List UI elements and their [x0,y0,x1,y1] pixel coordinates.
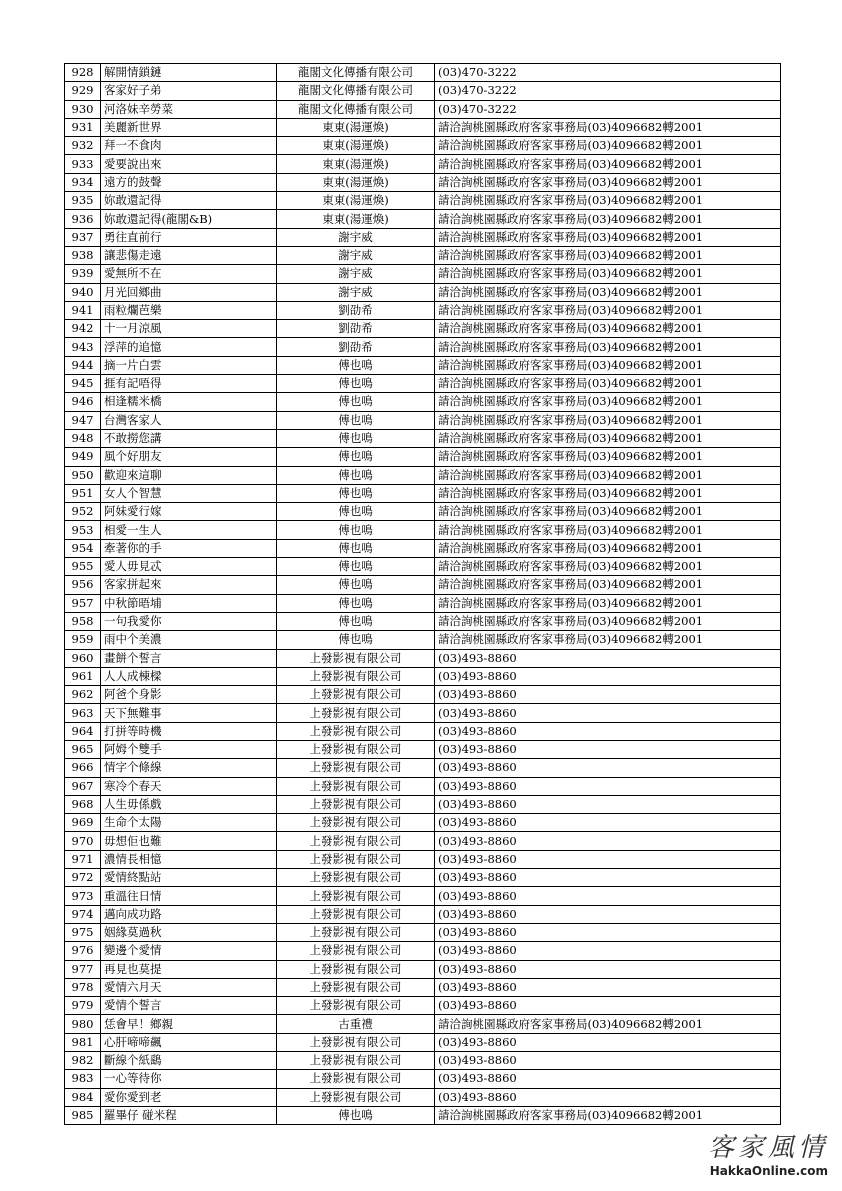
publisher-name: 傅也鳴 [277,429,435,447]
publisher-name: 上發影視有限公司 [277,795,435,813]
contact-info: (03)493-8860 [435,795,781,813]
song-title: 浮萍的追憶 [101,338,277,356]
publisher-name: 上發影視有限公司 [277,832,435,850]
row-number: 952 [65,503,101,521]
table-row [65,686,781,704]
contact-info: 請洽詢桃園縣政府客家事務局(03)4096682轉2001 [435,631,781,649]
contact-info: 請洽詢桃園縣政府客家事務局(03)4096682轉2001 [435,320,781,338]
song-title: 牽著你的手 [101,539,277,557]
publisher-name: 傅也鳴 [277,503,435,521]
row-number: 941 [65,301,101,319]
contact-info: 請洽詢桃園縣政府客家事務局(03)4096682轉2001 [435,594,781,612]
song-title: 愛要說出來 [101,155,277,173]
publisher-name: 上發影視有限公司 [277,777,435,795]
publisher-name: 謝宇威 [277,283,435,301]
song-list-body [65,64,781,1125]
song-title: 變邊个愛情 [101,942,277,960]
row-number: 969 [65,814,101,832]
row-number: 964 [65,722,101,740]
table-row [65,539,781,557]
song-title: 不敢撈您講 [101,429,277,447]
song-title: 客家好子弟 [101,82,277,100]
publisher-name: 傅也鳴 [277,594,435,612]
contact-info: (03)470-3222 [435,64,781,82]
table-row [65,1015,781,1033]
table-row [65,100,781,118]
song-title: 捱有記唔得 [101,375,277,393]
table-row [65,795,781,813]
row-number: 971 [65,850,101,868]
table-row [65,1070,781,1088]
song-title: 解開情鎖鏈 [101,64,277,82]
song-title: 雨中个美濃 [101,631,277,649]
publisher-name: 上發影視有限公司 [277,887,435,905]
contact-info: 請洽詢桃園縣政府客家事務局(03)4096682轉2001 [435,265,781,283]
contact-info: 請洽詢桃園縣政府客家事務局(03)4096682轉2001 [435,173,781,191]
table-row [65,246,781,264]
row-number: 975 [65,923,101,941]
contact-info: (03)493-8860 [435,887,781,905]
contact-info: 請洽詢桃園縣政府客家事務局(03)4096682轉2001 [435,228,781,246]
table-row [65,503,781,521]
row-number: 944 [65,356,101,374]
table-row [65,375,781,393]
table-row [65,429,781,447]
contact-info: (03)493-8860 [435,960,781,978]
table-row [65,64,781,82]
contact-info: (03)493-8860 [435,722,781,740]
row-number: 970 [65,832,101,850]
publisher-name: 傅也鳴 [277,521,435,539]
publisher-name: 上發影視有限公司 [277,960,435,978]
publisher-name: 古重禮 [277,1015,435,1033]
publisher-name: 劉劭希 [277,320,435,338]
song-title: 天下無難事 [101,704,277,722]
contact-info: 請洽詢桃園縣政府客家事務局(03)4096682轉2001 [435,576,781,594]
row-number: 935 [65,192,101,210]
song-title: 再見也莫提 [101,960,277,978]
row-number: 931 [65,118,101,136]
table-row [65,1033,781,1051]
song-title: 摘一片白雲 [101,356,277,374]
song-title: 河洛妹辛勞菜 [101,100,277,118]
publisher-name: 傅也鳴 [277,393,435,411]
publisher-name: 上發影視有限公司 [277,1052,435,1070]
contact-info: 請洽詢桃園縣政府客家事務局(03)4096682轉2001 [435,118,781,136]
row-number: 946 [65,393,101,411]
table-row [65,155,781,173]
song-title: 姻緣莫過秋 [101,923,277,941]
contact-info: 請洽詢桃園縣政府客家事務局(03)4096682轉2001 [435,210,781,228]
table-row [65,740,781,758]
publisher-name: 傅也鳴 [277,576,435,594]
table-row [65,82,781,100]
table-row [65,265,781,283]
contact-info: 請洽詢桃園縣政府客家事務局(03)4096682轉2001 [435,356,781,374]
song-title: 一心等待你 [101,1070,277,1088]
row-number: 936 [65,210,101,228]
contact-info: 請洽詢桃園縣政府客家事務局(03)4096682轉2001 [435,192,781,210]
contact-info: 請洽詢桃園縣政府客家事務局(03)4096682轉2001 [435,448,781,466]
song-title: 一句我愛你 [101,612,277,630]
watermark-script-text: 客家風情 [707,1133,828,1163]
row-number: 968 [65,795,101,813]
song-title: 台灣客家人 [101,411,277,429]
row-number: 938 [65,246,101,264]
row-number: 973 [65,887,101,905]
publisher-name: 東東(湯運煥) [277,118,435,136]
publisher-name: 上發影視有限公司 [277,704,435,722]
contact-info: (03)493-8860 [435,740,781,758]
table-row [65,960,781,978]
row-number: 962 [65,686,101,704]
publisher-name: 謝宇威 [277,246,435,264]
publisher-name: 傅也鳴 [277,558,435,576]
publisher-name: 上發影視有限公司 [277,722,435,740]
row-number: 960 [65,649,101,667]
contact-info: (03)493-8860 [435,850,781,868]
song-title: 十一月涼風 [101,320,277,338]
table-row [65,576,781,594]
song-title: 相逢糯米橋 [101,393,277,411]
contact-info: (03)493-8860 [435,1052,781,1070]
contact-info: 請洽詢桃園縣政府客家事務局(03)4096682轉2001 [435,393,781,411]
contact-info: (03)493-8860 [435,704,781,722]
song-title: 人生毋係戲 [101,795,277,813]
row-number: 945 [65,375,101,393]
table-row [65,997,781,1015]
song-title: 愛你愛到老 [101,1088,277,1106]
table-row [65,301,781,319]
contact-info: 請洽詢桃園縣政府客家事務局(03)4096682轉2001 [435,558,781,576]
row-number: 929 [65,82,101,100]
row-number: 942 [65,320,101,338]
row-number: 966 [65,759,101,777]
contact-info: (03)493-8860 [435,923,781,941]
table-row [65,722,781,740]
row-number: 967 [65,777,101,795]
contact-info: 請洽詢桃園縣政府客家事務局(03)4096682轉2001 [435,411,781,429]
song-title: 重溫往日情 [101,887,277,905]
row-number: 954 [65,539,101,557]
publisher-name: 上發影視有限公司 [277,1070,435,1088]
row-number: 965 [65,740,101,758]
publisher-name: 龍閣文化傳播有限公司 [277,82,435,100]
song-title: 中秋節晤埔 [101,594,277,612]
contact-info: (03)493-8860 [435,1033,781,1051]
table-row [65,869,781,887]
contact-info: 請洽詢桃園縣政府客家事務局(03)4096682轉2001 [435,283,781,301]
row-number: 976 [65,942,101,960]
contact-info: (03)493-8860 [435,1088,781,1106]
publisher-name: 上發影視有限公司 [277,978,435,996]
publisher-name: 上發影視有限公司 [277,759,435,777]
contact-info: (03)493-8860 [435,759,781,777]
row-number: 983 [65,1070,101,1088]
contact-info: 請洽詢桃園縣政府客家事務局(03)4096682轉2001 [435,375,781,393]
song-title: 拜一不食肉 [101,137,277,155]
table-row [65,338,781,356]
contact-info: 請洽詢桃園縣政府客家事務局(03)4096682轉2001 [435,1106,781,1124]
row-number: 949 [65,448,101,466]
publisher-name: 上發影視有限公司 [277,1088,435,1106]
song-title: 風个好朋友 [101,448,277,466]
contact-info: (03)493-8860 [435,869,781,887]
song-title: 妳敢還記得(龍閣&B) [101,210,277,228]
song-title: 恁會早！鄉親 [101,1015,277,1033]
row-number: 951 [65,484,101,502]
publisher-name: 上發影視有限公司 [277,686,435,704]
row-number: 978 [65,978,101,996]
table-row [65,118,781,136]
contact-info: 請洽詢桃園縣政府客家事務局(03)4096682轉2001 [435,338,781,356]
row-number: 955 [65,558,101,576]
row-number: 953 [65,521,101,539]
song-title: 女人个智慧 [101,484,277,502]
publisher-name: 東東(湯運煥) [277,137,435,155]
table-row [65,594,781,612]
table-row [65,411,781,429]
contact-info: 請洽詢桃園縣政府客家事務局(03)4096682轉2001 [435,1015,781,1033]
row-number: 961 [65,667,101,685]
table-row [65,832,781,850]
table-row [65,1088,781,1106]
publisher-name: 上發影視有限公司 [277,814,435,832]
song-title: 生命个太陽 [101,814,277,832]
table-row [65,612,781,630]
contact-info: (03)493-8860 [435,832,781,850]
contact-info: (03)493-8860 [435,997,781,1015]
row-number: 937 [65,228,101,246]
publisher-name: 東東(湯運煥) [277,155,435,173]
song-title: 月光回鄉曲 [101,283,277,301]
song-title: 客家拼起來 [101,576,277,594]
table-row [65,777,781,795]
table-row [65,667,781,685]
contact-info: 請洽詢桃園縣政府客家事務局(03)4096682轉2001 [435,137,781,155]
contact-info: (03)493-8860 [435,978,781,996]
publisher-name: 傅也鳴 [277,448,435,466]
table-row [65,978,781,996]
row-number: 974 [65,905,101,923]
contact-info: 請洽詢桃園縣政府客家事務局(03)4096682轉2001 [435,301,781,319]
contact-info: 請洽詢桃園縣政府客家事務局(03)4096682轉2001 [435,466,781,484]
table-row [65,814,781,832]
row-number: 943 [65,338,101,356]
song-title: 羅畢仔 碰米程 [101,1106,277,1124]
song-title: 毋想佢也難 [101,832,277,850]
song-title: 愛情終點站 [101,869,277,887]
table-row [65,850,781,868]
row-number: 979 [65,997,101,1015]
contact-info: 請洽詢桃園縣政府客家事務局(03)4096682轉2001 [435,246,781,264]
table-row [65,521,781,539]
song-title: 雨粒爛芭樂 [101,301,277,319]
row-number: 928 [65,64,101,82]
song-title: 勇往直前行 [101,228,277,246]
contact-info: 請洽詢桃園縣政府客家事務局(03)4096682轉2001 [435,521,781,539]
row-number: 948 [65,429,101,447]
publisher-name: 傅也鳴 [277,375,435,393]
table-row [65,210,781,228]
song-title: 愛情个誓言 [101,997,277,1015]
table-row [65,283,781,301]
row-number: 982 [65,1052,101,1070]
publisher-name: 上發影視有限公司 [277,850,435,868]
table-row [65,759,781,777]
row-number: 940 [65,283,101,301]
hakkaonline-watermark [678,1133,828,1185]
row-number: 930 [65,100,101,118]
publisher-name: 龍閣文化傳播有限公司 [277,64,435,82]
publisher-name: 謝宇威 [277,265,435,283]
table-row [65,484,781,502]
row-number: 932 [65,137,101,155]
table-row [65,923,781,941]
watermark-site-text: HakkaOnline.com [709,1164,828,1178]
table-row [65,704,781,722]
table-row [65,192,781,210]
row-number: 956 [65,576,101,594]
table-row [65,137,781,155]
song-title: 寒冷个春天 [101,777,277,795]
song-title: 情字个條線 [101,759,277,777]
publisher-name: 上發影視有限公司 [277,649,435,667]
publisher-name: 傅也鳴 [277,484,435,502]
contact-info: (03)493-8860 [435,942,781,960]
row-number: 950 [65,466,101,484]
publisher-name: 劉劭希 [277,301,435,319]
song-title: 愛無所不在 [101,265,277,283]
table-row [65,558,781,576]
publisher-name: 謝宇威 [277,228,435,246]
song-title: 阿爸个身影 [101,686,277,704]
song-title: 歡迎來這聊 [101,466,277,484]
contact-info: (03)493-8860 [435,1070,781,1088]
publisher-name: 上發影視有限公司 [277,667,435,685]
row-number: 959 [65,631,101,649]
publisher-name: 上發影視有限公司 [277,1033,435,1051]
song-title: 濃情長相憶 [101,850,277,868]
row-number: 933 [65,155,101,173]
publisher-name: 上發影視有限公司 [277,905,435,923]
publisher-name: 傅也鳴 [277,612,435,630]
publisher-name: 上發影視有限公司 [277,869,435,887]
contact-info: 請洽詢桃園縣政府客家事務局(03)4096682轉2001 [435,155,781,173]
song-title: 妳敢還記得 [101,192,277,210]
table-row [65,448,781,466]
contact-info: (03)470-3222 [435,100,781,118]
table-row [65,466,781,484]
song-title: 人人成棟樑 [101,667,277,685]
contact-info: (03)493-8860 [435,905,781,923]
table-row [65,942,781,960]
contact-info: 請洽詢桃園縣政府客家事務局(03)4096682轉2001 [435,484,781,502]
row-number: 963 [65,704,101,722]
song-title: 斷線个紙鷂 [101,1052,277,1070]
table-row [65,887,781,905]
song-title: 遠方的鼓聲 [101,173,277,191]
publisher-name: 傅也鳴 [277,539,435,557]
table-row [65,356,781,374]
contact-info: (03)493-8860 [435,667,781,685]
song-title: 心肝啼啼飆 [101,1033,277,1051]
contact-info: (03)470-3222 [435,82,781,100]
publisher-name: 傅也鳴 [277,631,435,649]
contact-info: (03)493-8860 [435,649,781,667]
row-number: 981 [65,1033,101,1051]
contact-info: (03)493-8860 [435,814,781,832]
row-number: 947 [65,411,101,429]
publisher-name: 東東(湯運煥) [277,173,435,191]
publisher-name: 上發影視有限公司 [277,942,435,960]
row-number: 977 [65,960,101,978]
contact-info: 請洽詢桃園縣政府客家事務局(03)4096682轉2001 [435,429,781,447]
song-title: 打拼等時機 [101,722,277,740]
publisher-name: 傅也鳴 [277,356,435,374]
song-title: 愛人毋見忒 [101,558,277,576]
publisher-name: 上發影視有限公司 [277,997,435,1015]
table-row [65,1052,781,1070]
table-row [65,631,781,649]
row-number: 934 [65,173,101,191]
publisher-name: 東東(湯運煥) [277,210,435,228]
table-row [65,905,781,923]
table-row [65,228,781,246]
publisher-name: 龍閣文化傳播有限公司 [277,100,435,118]
table-row [65,320,781,338]
song-title: 美麗新世界 [101,118,277,136]
song-list-table [64,63,781,1125]
row-number: 980 [65,1015,101,1033]
row-number: 984 [65,1088,101,1106]
contact-info: 請洽詢桃園縣政府客家事務局(03)4096682轉2001 [435,503,781,521]
row-number: 985 [65,1106,101,1124]
publisher-name: 上發影視有限公司 [277,740,435,758]
row-number: 958 [65,612,101,630]
song-title: 畫餅个誓言 [101,649,277,667]
contact-info: 請洽詢桃園縣政府客家事務局(03)4096682轉2001 [435,539,781,557]
contact-info: (03)493-8860 [435,686,781,704]
row-number: 957 [65,594,101,612]
publisher-name: 劉劭希 [277,338,435,356]
publisher-name: 傅也鳴 [277,1106,435,1124]
publisher-name: 上發影視有限公司 [277,923,435,941]
table-row [65,1106,781,1124]
song-title: 阿姆个雙手 [101,740,277,758]
table-row [65,649,781,667]
song-title: 愛情六月天 [101,978,277,996]
publisher-name: 東東(湯運煥) [277,192,435,210]
song-title: 阿妹愛行嫁 [101,503,277,521]
row-number: 972 [65,869,101,887]
contact-info: (03)493-8860 [435,777,781,795]
song-title: 讓悲傷走遠 [101,246,277,264]
song-title: 邁向成功路 [101,905,277,923]
contact-info: 請洽詢桃園縣政府客家事務局(03)4096682轉2001 [435,612,781,630]
table-row [65,173,781,191]
row-number: 939 [65,265,101,283]
song-title: 相愛一生人 [101,521,277,539]
publisher-name: 傅也鳴 [277,466,435,484]
table-row [65,393,781,411]
publisher-name: 傅也鳴 [277,411,435,429]
